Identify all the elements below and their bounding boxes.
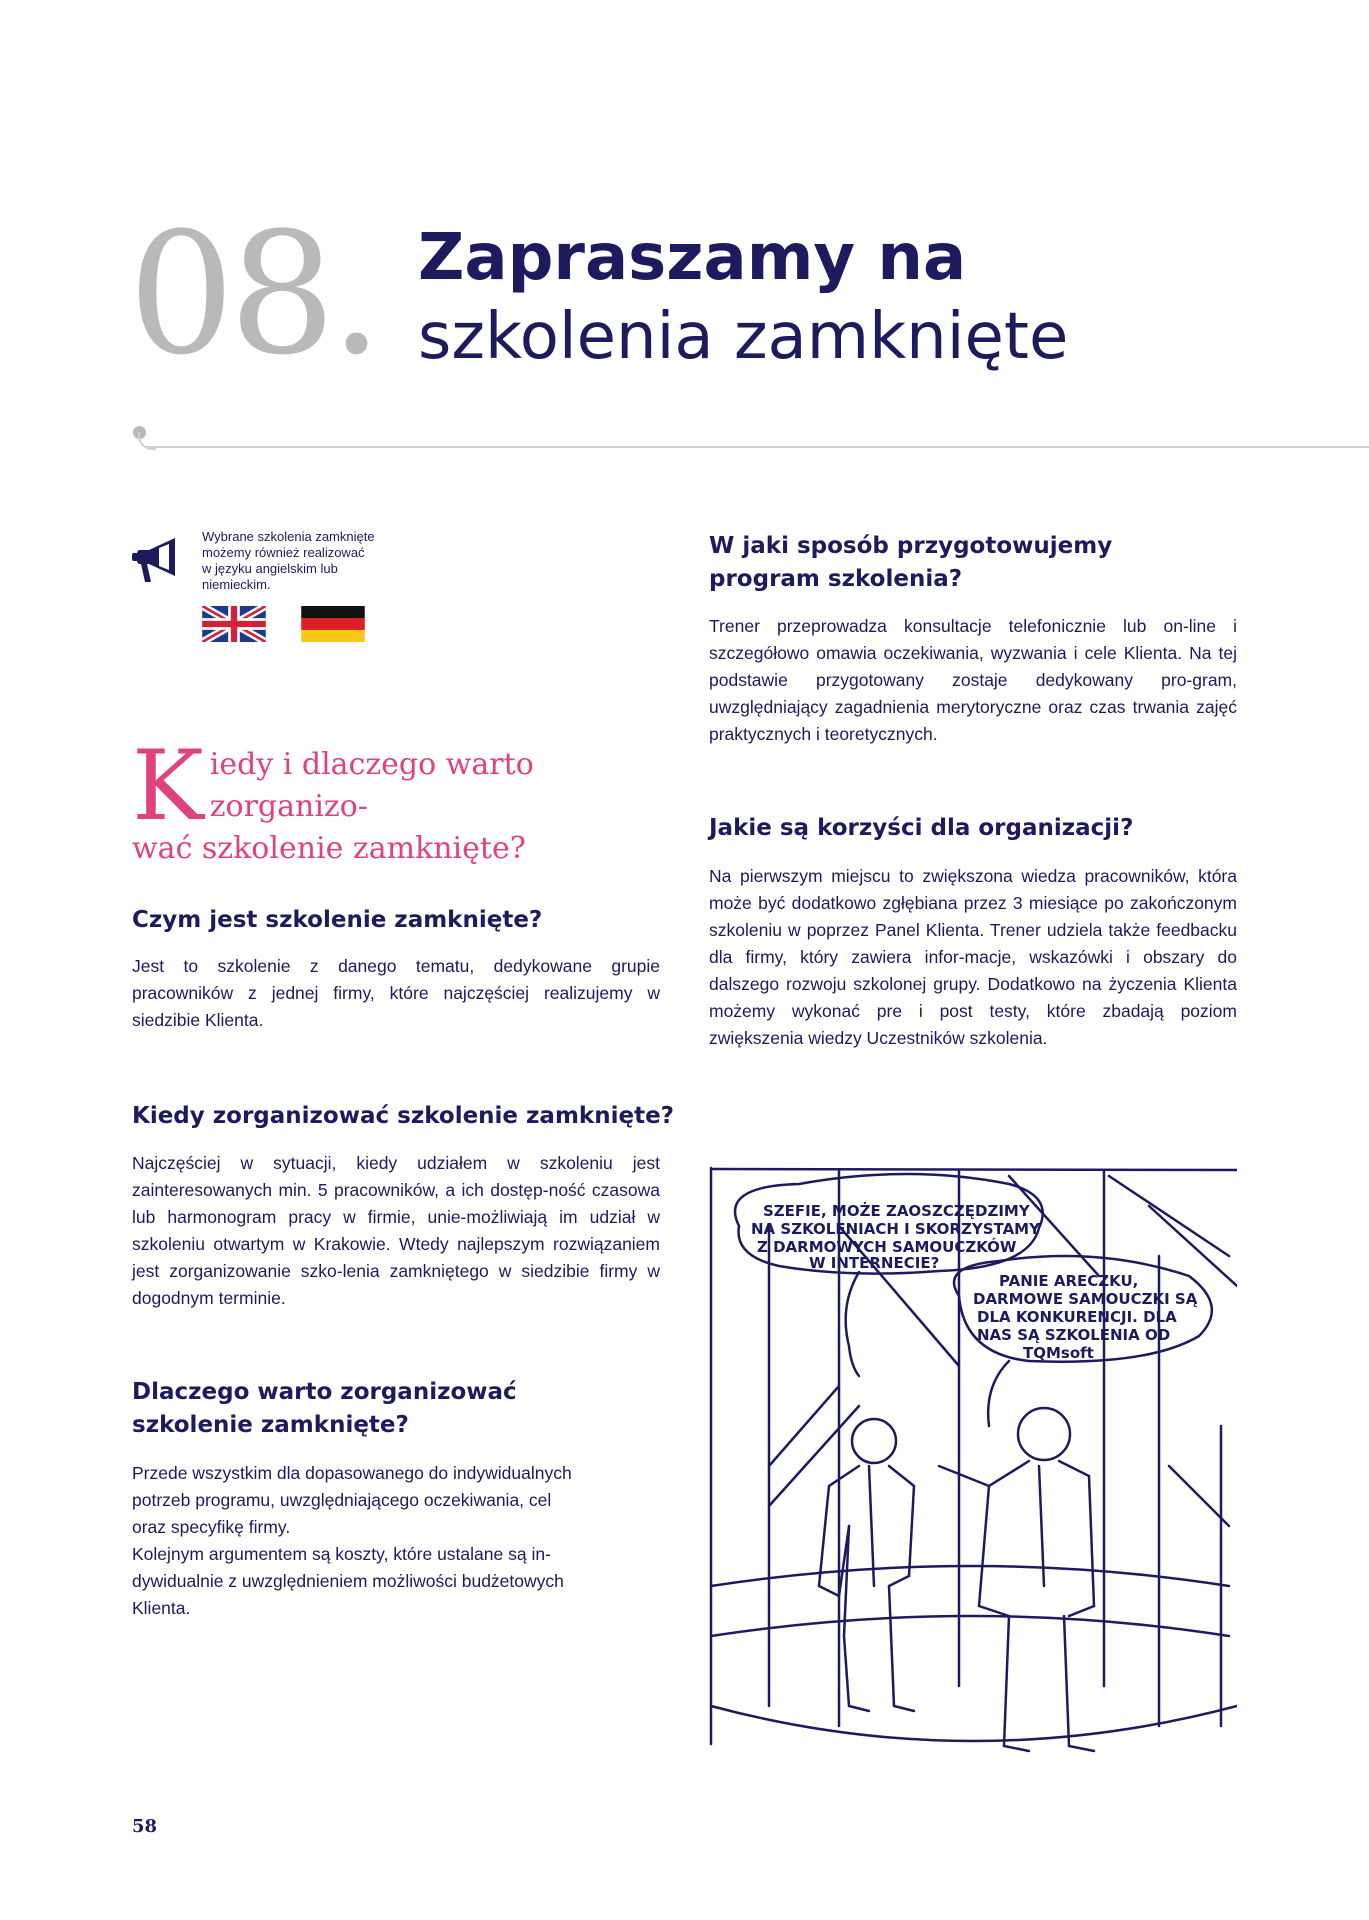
intro-heading-line: iedy i dlaczego warto zorganizo- <box>209 747 534 824</box>
section-heading <box>132 1376 672 1442</box>
comic-bubble2-line: NAS SĄ SZKOLENIA OD <box>977 1326 1171 1344</box>
section-body: Trener przeprowadza konsultacje telefonicznie lub on-line i szczegółowo omawia oczekiwania, wyzwania i cele Klienta. Na tej podstawie przygotowany zostaje dedykowany pro-gram, uwzględniający zagadnienia merytoryczne oraz czas trwania zajęć praktycznych i teoretycznych. <box>709 616 1237 744</box>
drop-cap: K <box>132 730 204 842</box>
comic-bubble2-line: TQMsoft <box>1023 1344 1094 1362</box>
page-number: 58 <box>132 1816 158 1837</box>
section-heading: Kiedy zorganizować szkolenie zamknięte? <box>132 1103 675 1129</box>
comic-illustration <box>709 1166 1237 1756</box>
body-line: potrzeb programu, uwzględniającego oczekiwania, cel <box>132 1490 552 1510</box>
comic-bubble2-line: DARMOWE SAMOUCZKI SĄ <box>973 1290 1198 1308</box>
page-title-light: szkolenia zamknięte <box>418 300 1069 374</box>
heading-line: program szkolenia? <box>709 566 963 592</box>
section-heading: Jakie są korzyści dla organizacji? <box>709 815 1134 841</box>
germany-flag-icon <box>301 606 365 642</box>
uk-flag-icon <box>202 606 266 642</box>
heading-line: W jaki sposób przygotowujemy <box>709 533 1113 559</box>
intro-heading-line: wać szkolenie zamknięte? <box>132 831 526 866</box>
language-note <box>202 529 422 593</box>
heading-line: Dlaczego warto zorganizować <box>132 1379 517 1405</box>
heading-line: szkolenie zamknięte? <box>132 1412 409 1438</box>
chapter-number: 08. <box>128 196 378 392</box>
comic-bubble2-line: DLA KONKURENCJI. DLA <box>977 1308 1177 1326</box>
language-note-line: możemy również realizować <box>202 545 365 560</box>
body-line: oraz specyfikę firmy. <box>132 1517 291 1537</box>
body-line: Klienta. <box>132 1598 191 1618</box>
megaphone-icon <box>131 536 179 588</box>
divider-line <box>146 446 1369 448</box>
body-line: dywidualnie z uwzględnieniem możliwości budżetowych <box>132 1571 564 1591</box>
comic-bubble1-line: NA SZKOLENIACH I SKORZYSTAMY <box>751 1220 1040 1238</box>
comic-bubble1-line: W INTERNECIE? <box>809 1254 940 1272</box>
body-line: Kolejnym argumentem są koszty, które ustalane są in- <box>132 1544 551 1564</box>
comic-bubble1-line: Z DARMOWYCH SAMOUCZKÓW <box>757 1238 1017 1256</box>
page-title-bold: Zapraszamy na <box>418 221 967 295</box>
section-body: Najczęściej w sytuacji, kiedy udziałem w szkoleniu jest zainteresowanych min. 5 pracowników, a ich dostęp-ność czasowa lub harmonogram pracy w firmie, unie-możliwiają im udział w szkoleniu otwartym w Krakowie. Wtedy najlepszym rozwiązaniem jest zorganizowanie szko-lenia zamkniętego w siedzibie firmy w dogodnym terminie. <box>132 1153 660 1308</box>
section-heading: Czym jest szkolenie zamknięte? <box>132 907 543 933</box>
language-note-line: Wybrane szkolenia zamknięte <box>202 529 375 544</box>
section-heading <box>709 530 1249 596</box>
section-body: Jest to szkolenie z danego tematu, dedykowane grupie pracowników z jednej firmy, które najczęściej realizujemy w siedzibie Klienta. <box>132 956 660 1030</box>
section-intro-heading <box>132 730 672 870</box>
language-note-line: niemieckim. <box>202 577 271 592</box>
section-body: Na pierwszym miejscu to zwiększona wiedza pracowników, która może być dodatkowo zgłębiana przez 3 miesiące po zakończonym szkoleniu w poprzez Panel Klienta. Trener udziela także feedbacku dla firmy, który zawiera infor-macje, wskazówki i obszary do dalszego rozwoju szkolonej grupy. Dodatkowo na życzenia Klienta możemy wykonać pre i post testy, które zbadają poziom zwiększenia wiedzy Uczestników szkolenia. <box>709 866 1237 1048</box>
comic-bubble1-line: SZEFIE, MOŻE ZAOSZCZĘDZIMY <box>763 1202 1030 1220</box>
language-note-line: w języku angielskim lub <box>202 561 338 576</box>
comic-bubble2-line: PANIE ARECZKU, <box>999 1272 1139 1290</box>
body-line: Przede wszystkim dla dopasowanego do indywidualnych <box>132 1463 572 1483</box>
section-body <box>132 1460 672 1622</box>
